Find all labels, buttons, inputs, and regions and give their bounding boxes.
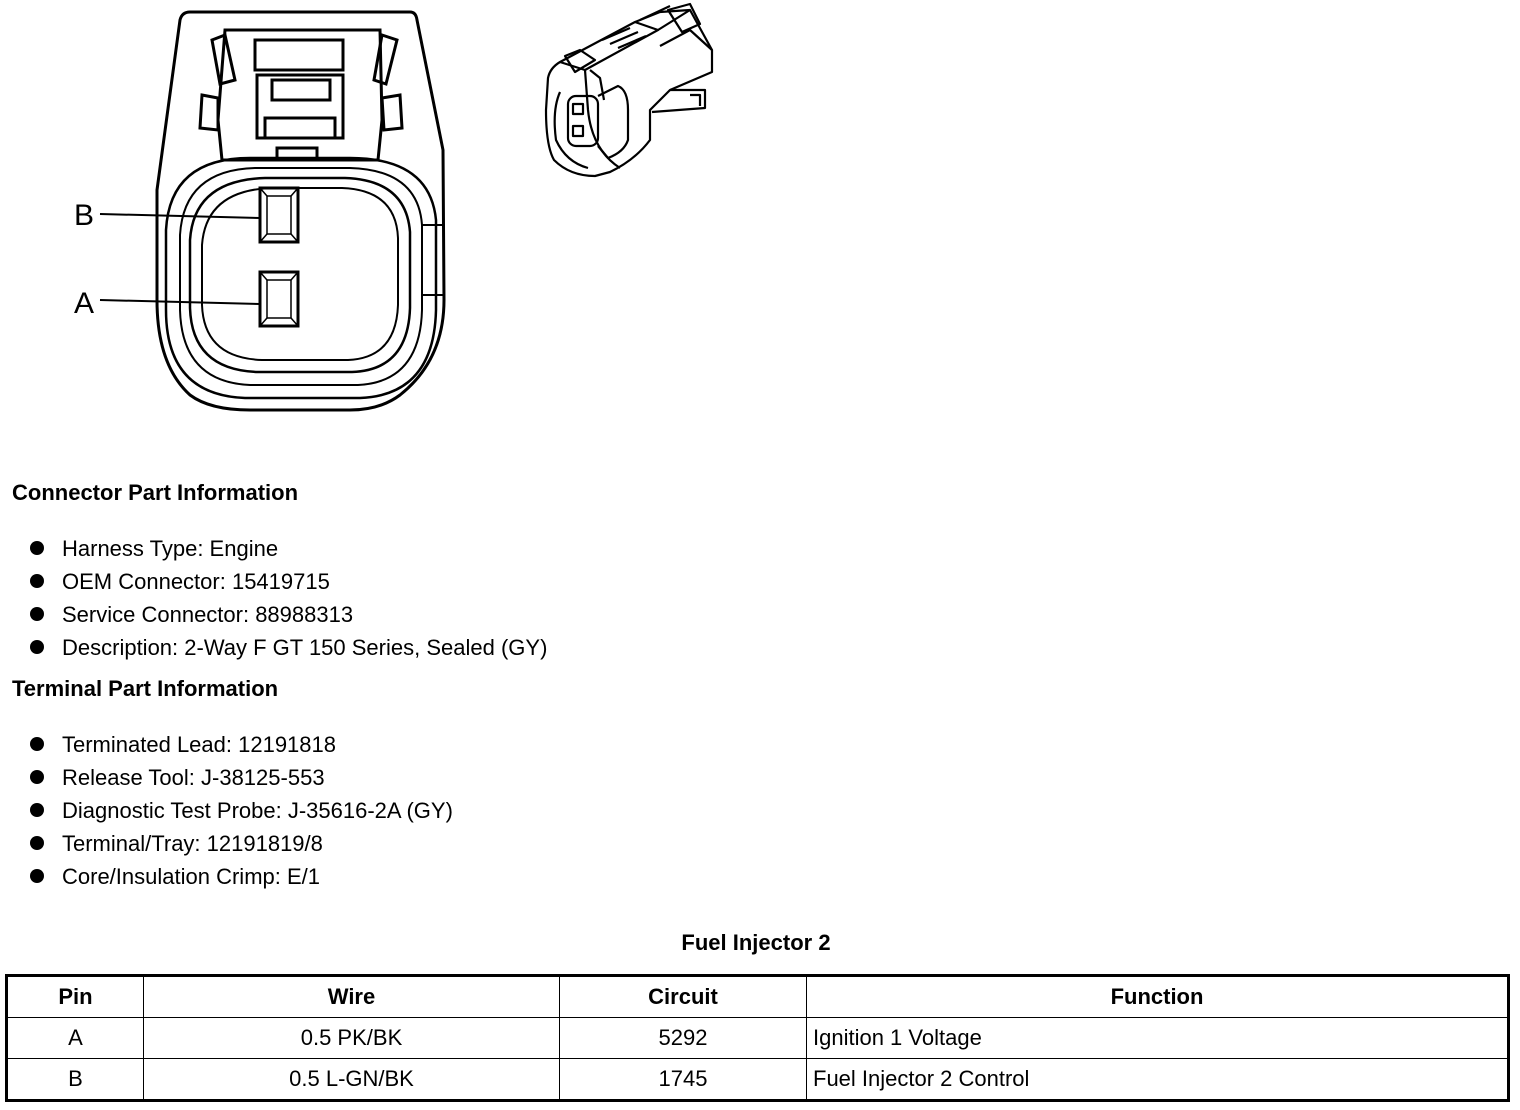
pin-cell: B — [7, 1059, 144, 1101]
list-item: Core/Insulation Crimp: E/1 — [28, 860, 453, 893]
table-header-row — [7, 976, 1509, 1018]
list-item: Description: 2-Way F GT 150 Series, Sealed (GY) — [28, 631, 547, 664]
column-header-pin: Pin — [7, 976, 144, 1018]
wire-cell: 0.5 PK/BK — [144, 1018, 560, 1059]
column-header-circuit: Circuit — [560, 976, 807, 1018]
bullet-icon — [30, 607, 44, 621]
list-item: Diagnostic Test Probe: J-35616-2A (GY) — [28, 794, 453, 827]
connector-face-diagram — [60, 0, 460, 420]
bullet-icon — [30, 803, 44, 817]
circuit-cell: 5292 — [560, 1018, 807, 1059]
list-item: Terminated Lead: 12191818 — [28, 728, 453, 761]
function-cell: Fuel Injector 2 Control — [807, 1059, 1509, 1101]
terminal-info-list — [28, 728, 453, 893]
table-row — [7, 1018, 1509, 1059]
housing-outline — [157, 12, 444, 410]
bullet-icon — [30, 541, 44, 555]
list-item: OEM Connector: 15419715 — [28, 565, 547, 598]
connector-info-list — [28, 532, 547, 664]
pinout-table — [5, 974, 1510, 1102]
terminal-info-heading: Terminal Part Information — [12, 676, 279, 701]
list-item: Service Connector: 88988313 — [28, 598, 547, 631]
bullet-icon — [30, 869, 44, 883]
bullet-icon — [30, 770, 44, 784]
bullet-icon — [30, 640, 44, 654]
pin-label-a: A — [74, 287, 95, 320]
bullet-icon — [30, 836, 44, 850]
wire-cell: 0.5 L-GN/BK — [144, 1059, 560, 1101]
bullet-icon — [30, 737, 44, 751]
column-header-function: Function — [807, 976, 1509, 1018]
list-item: Harness Type: Engine — [28, 532, 547, 565]
table-row — [7, 1059, 1509, 1101]
bullet-icon — [30, 574, 44, 588]
list-item: Release Tool: J-38125-553 — [28, 761, 453, 794]
leader-line-b — [100, 214, 260, 218]
function-cell: Ignition 1 Voltage — [807, 1018, 1509, 1059]
list-item: Terminal/Tray: 12191819/8 — [28, 827, 453, 860]
table-title: Fuel Injector 2 — [681, 930, 831, 955]
connector-isometric-diagram — [540, 0, 730, 190]
column-header-wire: Wire — [144, 976, 560, 1018]
pin-cell: A — [7, 1018, 144, 1059]
connector-info-heading: Connector Part Information — [12, 480, 299, 505]
latch-outline — [218, 30, 382, 160]
circuit-cell: 1745 — [560, 1059, 807, 1101]
pin-label-b: B — [74, 199, 95, 232]
